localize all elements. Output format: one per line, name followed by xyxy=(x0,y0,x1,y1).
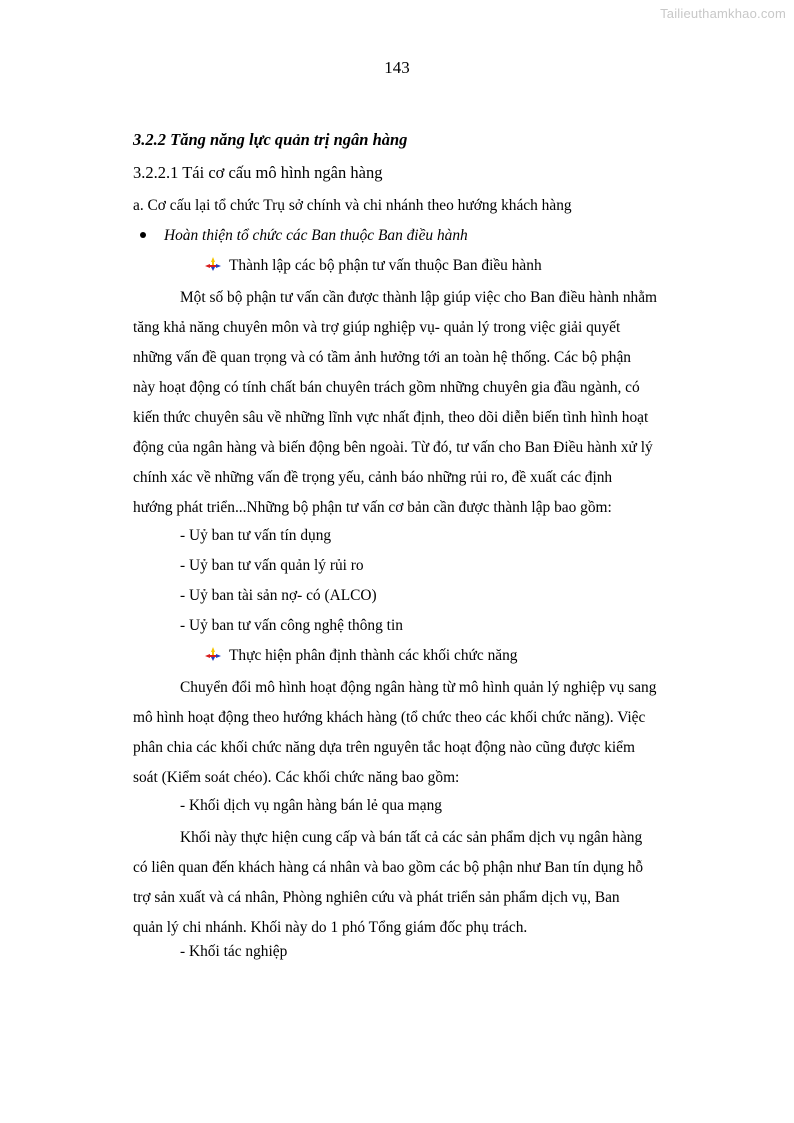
committee-item: - Uỷ ban tư vấn công nghệ thông tin xyxy=(180,617,403,634)
paragraph-3-line: Khối này thực hiện cung cấp và bán tất cả các sản phẩm dịch vụ ngân hàng xyxy=(180,829,643,846)
paragraph-2 xyxy=(133,673,718,793)
paragraph-3 xyxy=(133,823,718,943)
paragraph-1-line: kiến thức chuyên sâu về những lĩnh vực nhất định, theo dõi diễn biến tình hình hoạt xyxy=(133,409,649,426)
paragraph-1 xyxy=(133,283,718,523)
section-title: 3.2.2 Tăng năng lực quản trị ngân hàng xyxy=(133,130,408,149)
item-a-heading: a. Cơ cấu lại tổ chức Trụ sở chính và chi nhánh theo hướng khách hàng xyxy=(133,197,572,214)
function-block-2: - Khối tác nghiệp xyxy=(180,943,288,960)
paragraph-3-line: có liên quan đến khách hàng cá nhân và bao gồm các bộ phận như Ban tín dụng hỗ xyxy=(133,859,644,876)
four-arrows-icon xyxy=(205,647,221,661)
paragraph-1-line: hướng phát triển...Những bộ phận tư vấn cơ bản cần được thành lập bao gồm: xyxy=(133,499,612,516)
bullet-item xyxy=(136,227,468,245)
committee-item: - Uỷ ban tư vấn quản lý rủi ro xyxy=(180,557,364,574)
bullet-dot-icon xyxy=(140,232,146,238)
paragraph-1-line: này hoạt động có tính chất bán chuyên trách gồm những chuyên gia đầu ngành, có xyxy=(133,379,640,396)
arrow-item-1 xyxy=(205,257,542,275)
paragraph-2-line: mô hình hoạt động theo hướng khách hàng (tổ chức theo các khối chức năng). Việc xyxy=(133,709,646,726)
paragraph-3-line: quản lý chi nhánh. Khối này do 1 phó Tổng giám đốc phụ trách. xyxy=(133,919,528,936)
arrow-item-1-text: Thành lập các bộ phận tư vấn thuộc Ban điều hành xyxy=(229,257,542,274)
watermark: Tailieuthamkhao.com xyxy=(660,6,786,21)
paragraph-1-line: động của ngân hàng và biến động bên ngoài. Từ đó, tư vấn cho Ban Điều hành xử lý xyxy=(133,439,653,456)
arrow-item-2-text: Thực hiện phân định thành các khối chức năng xyxy=(229,647,518,664)
subsection-title: 3.2.2.1 Tái cơ cấu mô hình ngân hàng xyxy=(133,163,383,182)
paragraph-2-line: soát (Kiểm soát chéo). Các khối chức năng bao gồm: xyxy=(133,769,460,786)
function-block-1: - Khối dịch vụ ngân hàng bán lẻ qua mạng xyxy=(180,797,443,814)
arrow-item-2 xyxy=(205,647,518,665)
paragraph-1-line: những vấn đề quan trọng và có tầm ảnh hưởng tới an toàn hệ thống. Các bộ phận xyxy=(133,349,631,366)
paragraph-3-line: trợ sản xuất và cá nhân, Phòng nghiên cứu và phát triển sản phẩm dịch vụ, Ban xyxy=(133,889,620,906)
four-arrows-icon xyxy=(205,257,221,271)
paragraph-1-line: Một số bộ phận tư vấn cần được thành lập giúp việc cho Ban điều hành nhằm xyxy=(180,289,658,306)
paragraph-1-line: chính xác về những vấn đề trọng yếu, cảnh báo những rủi ro, đề xuất các định xyxy=(133,469,613,486)
paragraph-2-line: phân chia các khối chức năng dựa trên nguyên tắc hoạt động nào cũng được kiểm xyxy=(133,739,635,756)
bullet-item-text: Hoàn thiện tổ chức các Ban thuộc Ban điều hành xyxy=(164,227,468,244)
paragraph-2-line: Chuyển đổi mô hình hoạt động ngân hàng từ mô hình quản lý nghiệp vụ sang xyxy=(180,679,657,696)
paragraph-1-line: tăng khả năng chuyên môn và trợ giúp nghiệp vụ- quản lý trong việc giải quyết xyxy=(133,319,621,336)
page-number: 143 xyxy=(384,58,410,77)
committee-item: - Uỷ ban tư vấn tín dụng xyxy=(180,527,332,544)
committee-item: - Uỷ ban tài sản nợ- có (ALCO) xyxy=(180,587,377,604)
